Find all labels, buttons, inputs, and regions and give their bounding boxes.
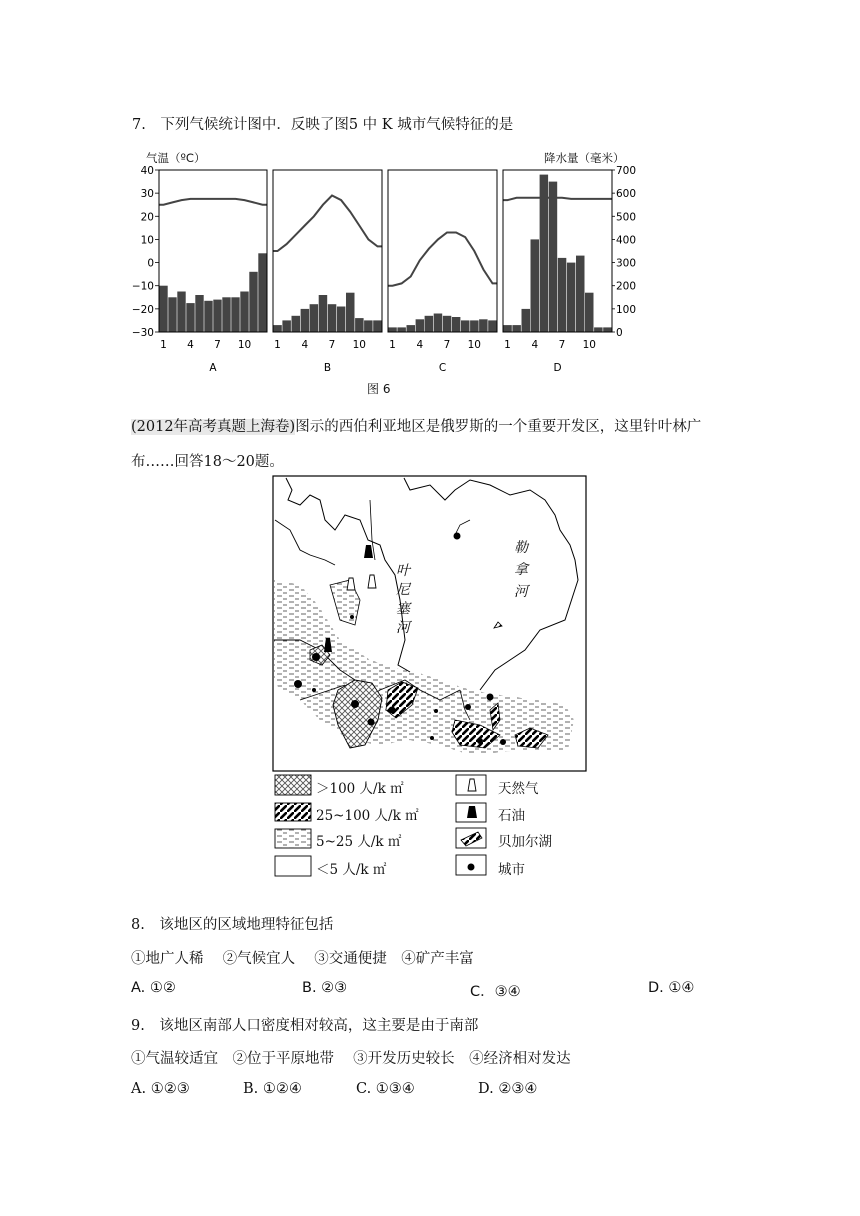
panel-label: C	[438, 362, 447, 374]
legend-city: 城市	[498, 862, 525, 878]
river-yenisei-label: 叶 尼 塞 河	[396, 563, 410, 636]
right-tick-label: 400	[616, 234, 637, 247]
x-tick-label: 10	[467, 339, 481, 351]
legend-lake: 贝加尔湖	[498, 834, 552, 850]
q9-option-c: C. ①③④	[356, 1081, 415, 1097]
right-tick-label: 0	[616, 327, 623, 339]
q9-option-b: B. ①②④	[243, 1081, 302, 1097]
q9-option-a: A. ①②③	[131, 1081, 190, 1097]
x-tick-label: 7	[443, 339, 451, 351]
left-tick-label: 20	[140, 211, 154, 224]
x-tick-label: 1	[274, 339, 281, 351]
q8-option-c: C．③④	[470, 984, 521, 1000]
left-tick-label: 0	[147, 257, 154, 270]
legend-gas: 天然气	[498, 781, 539, 797]
q8-option-d: D. ①④	[648, 980, 695, 996]
x-tick-label: 10	[352, 339, 366, 351]
panel-label: B	[323, 362, 332, 374]
x-tick-label: 4	[531, 339, 539, 351]
right-axis-title: 降水量（毫米）	[544, 151, 625, 165]
q8-option-a: A. ①②	[131, 980, 176, 996]
x-tick-label: 4	[416, 339, 424, 351]
right-tick-label: 200	[616, 280, 637, 293]
q9-items: ①气温较适宜 ②位于平原地带 ③开发历史较长 ④经济相对发达	[131, 1051, 571, 1067]
x-tick-label: 1	[160, 339, 167, 351]
left-tick-label: −10	[131, 280, 154, 293]
x-tick-label: 7	[328, 339, 336, 351]
x-tick-label: 10	[582, 339, 596, 351]
x-tick-label: 10	[237, 339, 252, 351]
q9-option-d: D. ②③④	[478, 1081, 538, 1097]
left-tick-label: 10	[140, 234, 154, 247]
legend-d1: ＞100 人/k ㎡	[316, 781, 404, 797]
left-tick-label: 40	[140, 165, 154, 177]
right-tick-label: 600	[616, 188, 637, 201]
intro-line1: (2012年高考真题上海卷)图示的西伯利亚地区是俄罗斯的一个重要开发区，这里针叶林广	[131, 419, 702, 435]
panel-label: A	[209, 362, 217, 374]
x-tick-label: 1	[504, 339, 511, 351]
q9-text: 9. 该地区南部人口密度相对较高，这主要是由于南部	[131, 1018, 479, 1034]
right-tick-label: 300	[616, 257, 637, 270]
q8-option-b: B. ②③	[302, 980, 348, 996]
right-tick-label: 700	[616, 165, 637, 177]
q7-text: 7. 下列气候统计图中．反映了图5 中 K 城市气候特征的是	[132, 117, 514, 133]
left-axis-title: 气温（ºC）	[146, 151, 206, 165]
right-tick-label: 500	[616, 211, 637, 224]
right-tick-label: 100	[616, 303, 637, 316]
left-tick-label: −30	[131, 327, 154, 339]
left-tick-label: −20	[131, 303, 154, 316]
x-tick-label: 4	[301, 339, 309, 351]
legend-oil: 石油	[498, 808, 525, 824]
q8-text: 8. 该地区的区域地理特征包括	[131, 917, 334, 933]
legend-d3: 5~25 人/k ㎡	[316, 834, 402, 850]
x-tick-label: 7	[214, 339, 221, 351]
left-tick-label: 30	[140, 188, 154, 201]
intro-line2: 布……回答18～20题。	[131, 454, 284, 470]
source-tag: (2012年高考真题上海卷)	[131, 419, 296, 435]
figure-label: 图 6	[367, 382, 391, 396]
x-tick-label: 4	[187, 339, 194, 351]
legend-d4: ＜5 人/k ㎡	[316, 862, 387, 878]
panel-label: D	[553, 362, 562, 374]
q8-items: ①地广人稀 ②气候宜人 ③交通便捷 ④矿产丰富	[131, 951, 474, 967]
x-tick-label: 1	[389, 339, 396, 351]
x-tick-label: 7	[558, 339, 566, 351]
legend-d2: 25~100 人/k ㎡	[316, 808, 419, 824]
river-lena-label: 勒 拿 河	[514, 540, 528, 600]
